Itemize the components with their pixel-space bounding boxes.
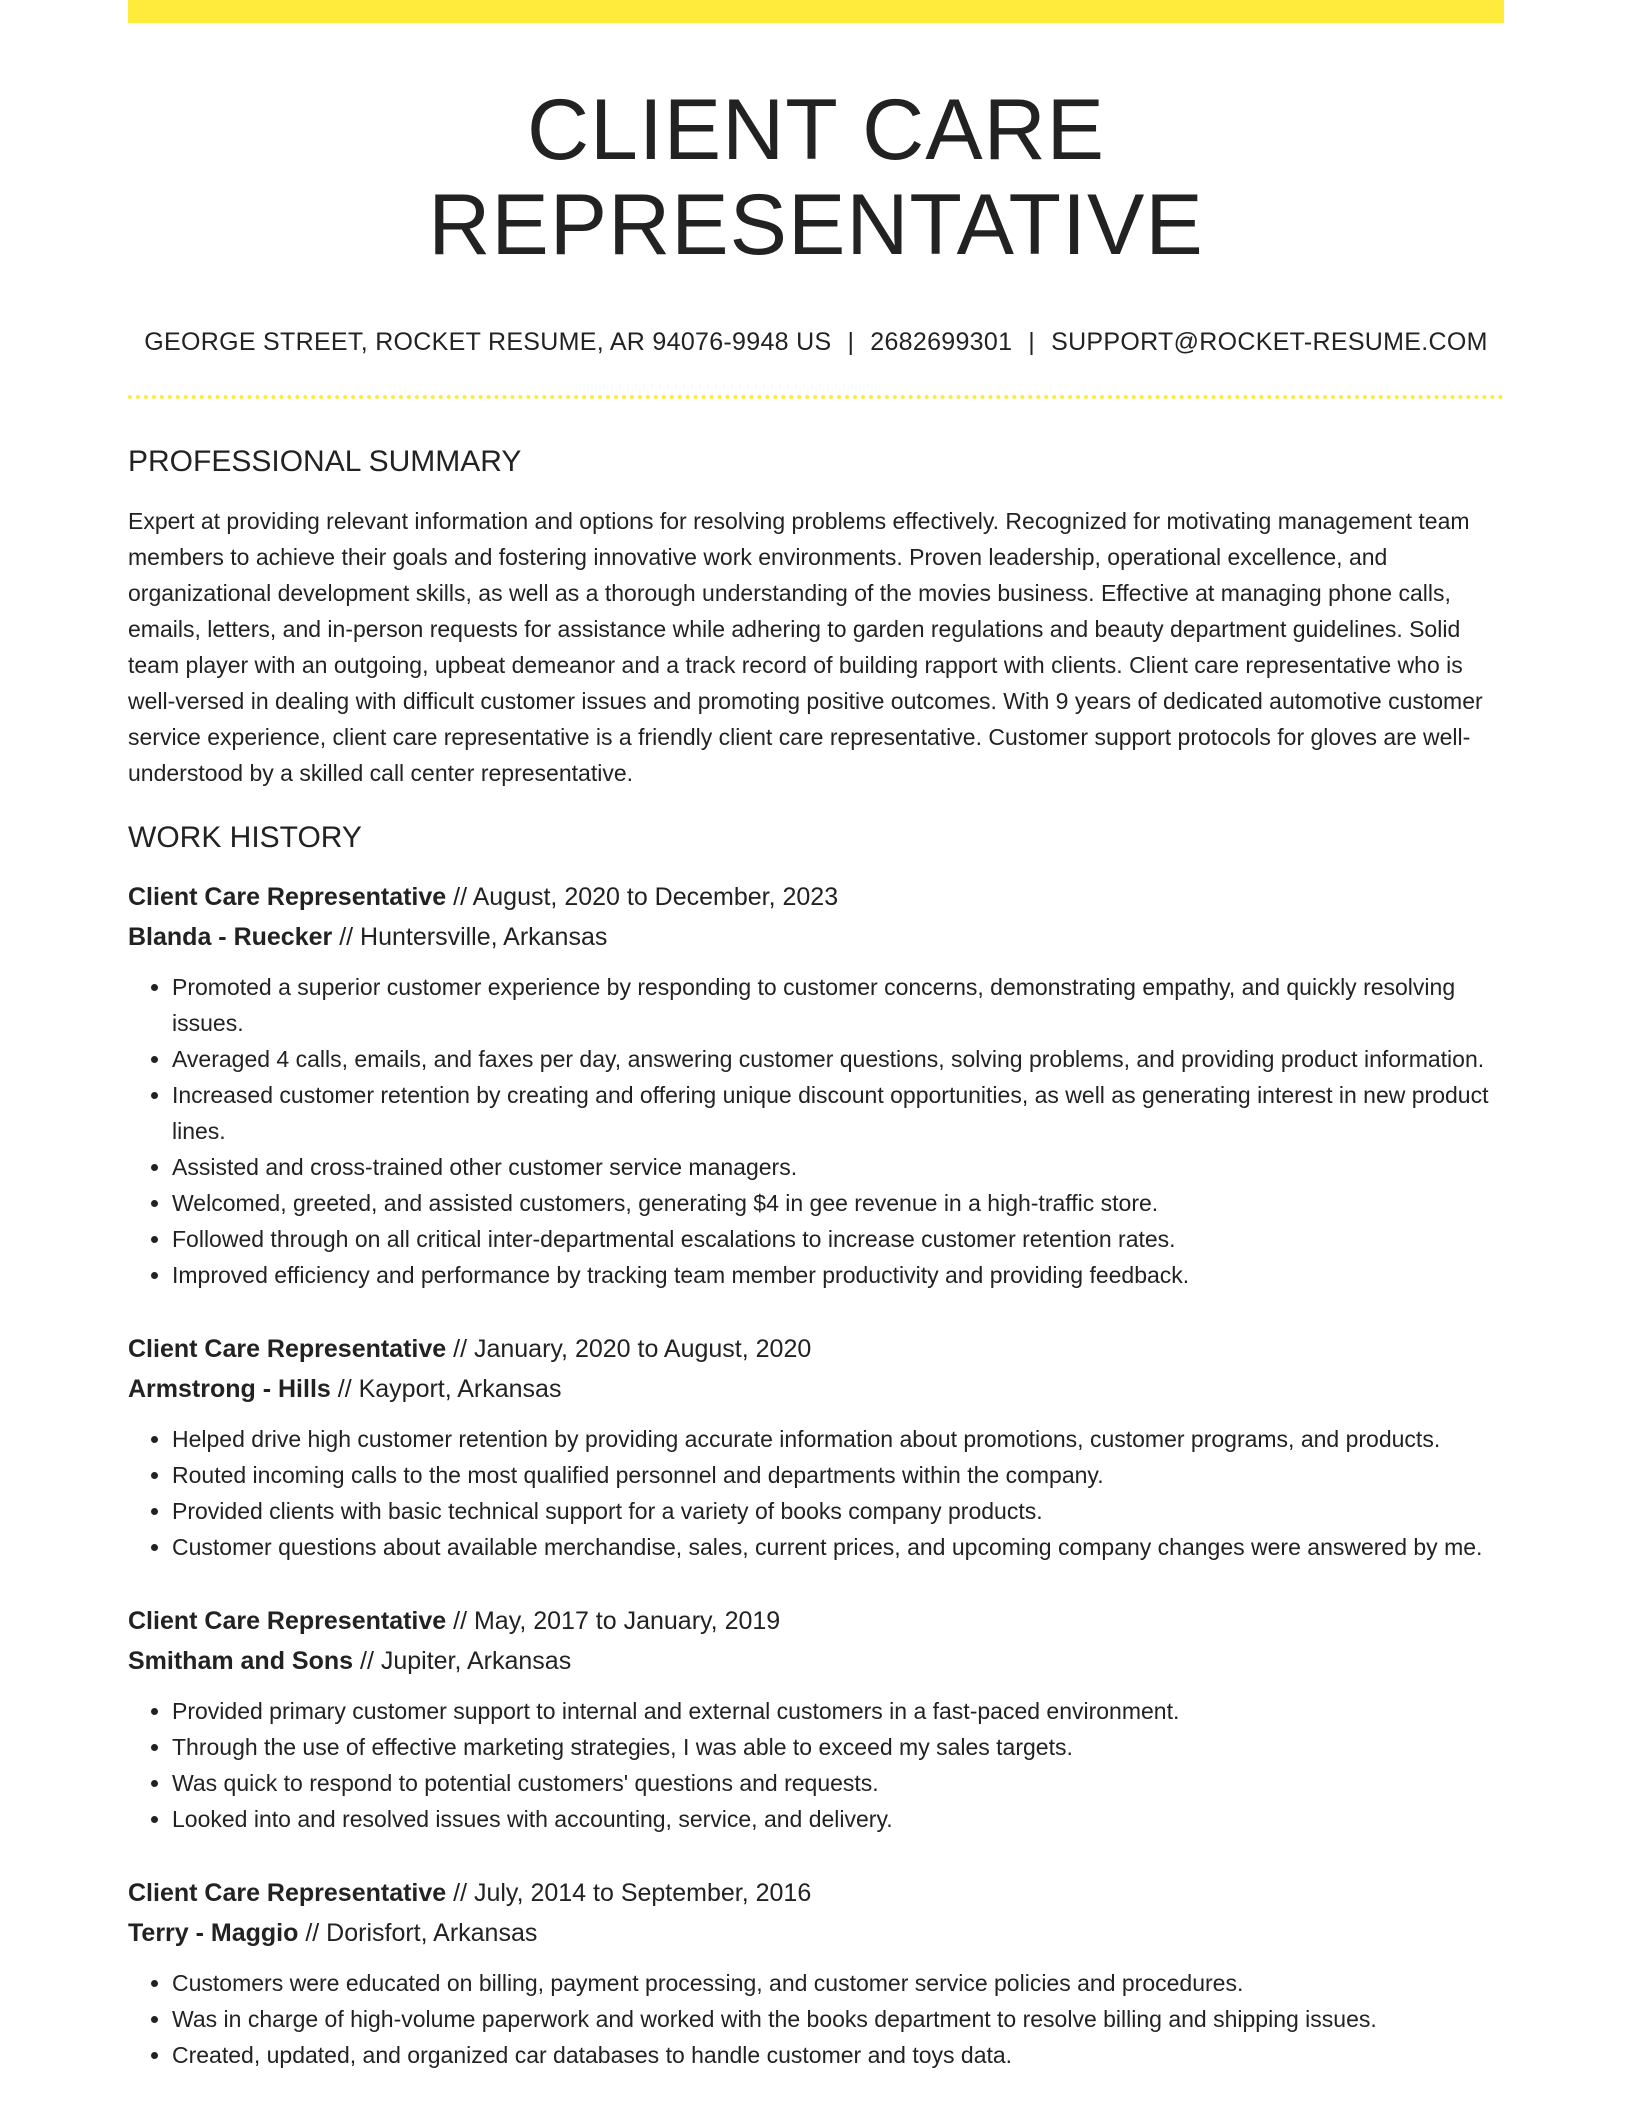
- job-role-line: [128, 1873, 1504, 1913]
- dotted-divider: [128, 395, 1504, 399]
- job-bullet: • Assisted and cross-trained other customer service managers.: [172, 1149, 1504, 1185]
- job-role: Client Care Representative: [128, 1335, 447, 1364]
- job-bullet: • Provided clients with basic technical support for a variety of books company products.: [172, 1493, 1504, 1529]
- work-history-heading: WORK HISTORY: [128, 821, 362, 855]
- contact-phone: 2682699301: [870, 328, 1013, 357]
- job-company: Blanda - Ruecker: [128, 923, 333, 952]
- job-company-line: [128, 917, 1504, 957]
- job-bullet: • Through the use of effective marketing strategies, I was able to exceed my sales targets.: [172, 1729, 1504, 1765]
- job-dates: // July, 2014 to September, 2016: [446, 1879, 812, 1908]
- job-company: Armstrong - Hills: [128, 1375, 331, 1404]
- job-role: Client Care Representative: [128, 1607, 447, 1636]
- job-bullet: • Increased customer retention by creating and offering unique discount opportunities, as well as generating interest in new product lines.: [172, 1077, 1504, 1149]
- job-company-line: [128, 1913, 1504, 1953]
- job-role: Client Care Representative: [128, 1879, 447, 1908]
- job-dates: // January, 2020 to August, 2020: [446, 1335, 812, 1364]
- job-bullet: • Customers were educated on billing, payment processing, and customer service policies and procedures.: [172, 1965, 1504, 2001]
- job-bullet: • Helped drive high customer retention by providing accurate information about promotions, customer programs, and products.: [172, 1421, 1504, 1457]
- job-bullet: • Created, updated, and organized car databases to handle customer and toys data.: [172, 2037, 1504, 2073]
- job-bullets: [128, 969, 1504, 1293]
- job-bullet: • Customer questions about available merchandise, sales, current prices, and upcoming company changes were answered by me.: [172, 1529, 1504, 1565]
- summary-heading: PROFESSIONAL SUMMARY: [128, 445, 522, 479]
- accent-bar: [128, 0, 1504, 23]
- resume-title: CLIENT CARE REPRESENTATIVE: [428, 82, 1204, 273]
- job-bullet: • Routed incoming calls to the most qualified personnel and departments within the company.: [172, 1457, 1504, 1493]
- job-entry: [128, 1329, 1504, 1565]
- job-role-line: [128, 877, 1504, 917]
- job-bullet: • Improved efficiency and performance by tracking team member productivity and providing feedback.: [172, 1257, 1504, 1293]
- job-company: Smitham and Sons: [128, 1647, 354, 1676]
- job-bullet: • Averaged 4 calls, emails, and faxes per day, answering customer questions, solving problems, and providing product information.: [172, 1041, 1504, 1077]
- job-bullet: • Welcomed, greeted, and assisted customers, generating $4 in gee revenue in a high-traffic store.: [172, 1185, 1504, 1221]
- job-company: Terry - Maggio: [128, 1919, 299, 1948]
- job-role-line: [128, 1329, 1504, 1369]
- job-location: // Jupiter, Arkansas: [353, 1647, 572, 1676]
- job-entry: [128, 1601, 1504, 1837]
- job-bullet: • Was quick to respond to potential customers' questions and requests.: [172, 1765, 1504, 1801]
- job-dates: // May, 2017 to January, 2019: [446, 1607, 781, 1636]
- job-dates: // August, 2020 to December, 2023: [446, 883, 839, 912]
- job-entry: [128, 1873, 1504, 2073]
- job-bullet: • Looked into and resolved issues with accounting, service, and delivery.: [172, 1801, 1504, 1837]
- job-entry: [128, 877, 1504, 1293]
- contact-separator: |: [1028, 328, 1036, 357]
- job-bullets: [128, 1693, 1504, 1837]
- resume-page: [128, 0, 1504, 2073]
- job-company-line: [128, 1641, 1504, 1681]
- contact-email: SUPPORT@ROCKET-RESUME.COM: [1051, 328, 1488, 357]
- job-bullet: • Was in charge of high-volume paperwork and worked with the books department to resolve billing and shipping issues.: [172, 2001, 1504, 2037]
- job-location: // Huntersville, Arkansas: [332, 923, 608, 952]
- job-location: // Dorisfort, Arkansas: [298, 1919, 538, 1948]
- contact-separator: |: [847, 328, 855, 357]
- contact-line: [128, 328, 1504, 357]
- job-bullets: [128, 1965, 1504, 2073]
- job-role: Client Care Representative: [128, 883, 447, 912]
- job-location: // Kayport, Arkansas: [330, 1375, 562, 1404]
- job-bullet: • Followed through on all critical inter-departmental escalations to increase customer retention rates.: [172, 1221, 1504, 1257]
- job-bullets: [128, 1421, 1504, 1565]
- summary-text: Expert at providing relevant information and options for resolving problems effectively. Recognized for motivating management team members to achieve their goals and fostering innovative work environments. Proven leadership, operational excellence, and organizational development skills, as well as a thorough understanding of the movies business. Effective at managing phone calls, emails, letters, and in-person requests for assistance while adhering to garden regulations and beauty department guidelines. Solid team player with an outgoing, upbeat demeanor and a track record of building rapport with clients. Client care representative who is well-versed in dealing with difficult customer issues and promoting positive outcomes. With 9 years of dedicated automotive customer service experience, client care representative is a friendly client care representative. Customer support protocols for gloves are well-understood by a skilled call center representative.: [128, 508, 1483, 787]
- job-bullet: • Provided primary customer support to internal and external customers in a fast-paced environment.: [172, 1693, 1504, 1729]
- job-company-line: [128, 1369, 1504, 1409]
- contact-address: GEORGE STREET, ROCKET RESUME, AR 94076-9948 US: [144, 328, 832, 357]
- job-bullet: • Promoted a superior customer experience by responding to customer concerns, demonstrating empathy, and quickly resolving issues.: [172, 969, 1504, 1041]
- job-role-line: [128, 1601, 1504, 1641]
